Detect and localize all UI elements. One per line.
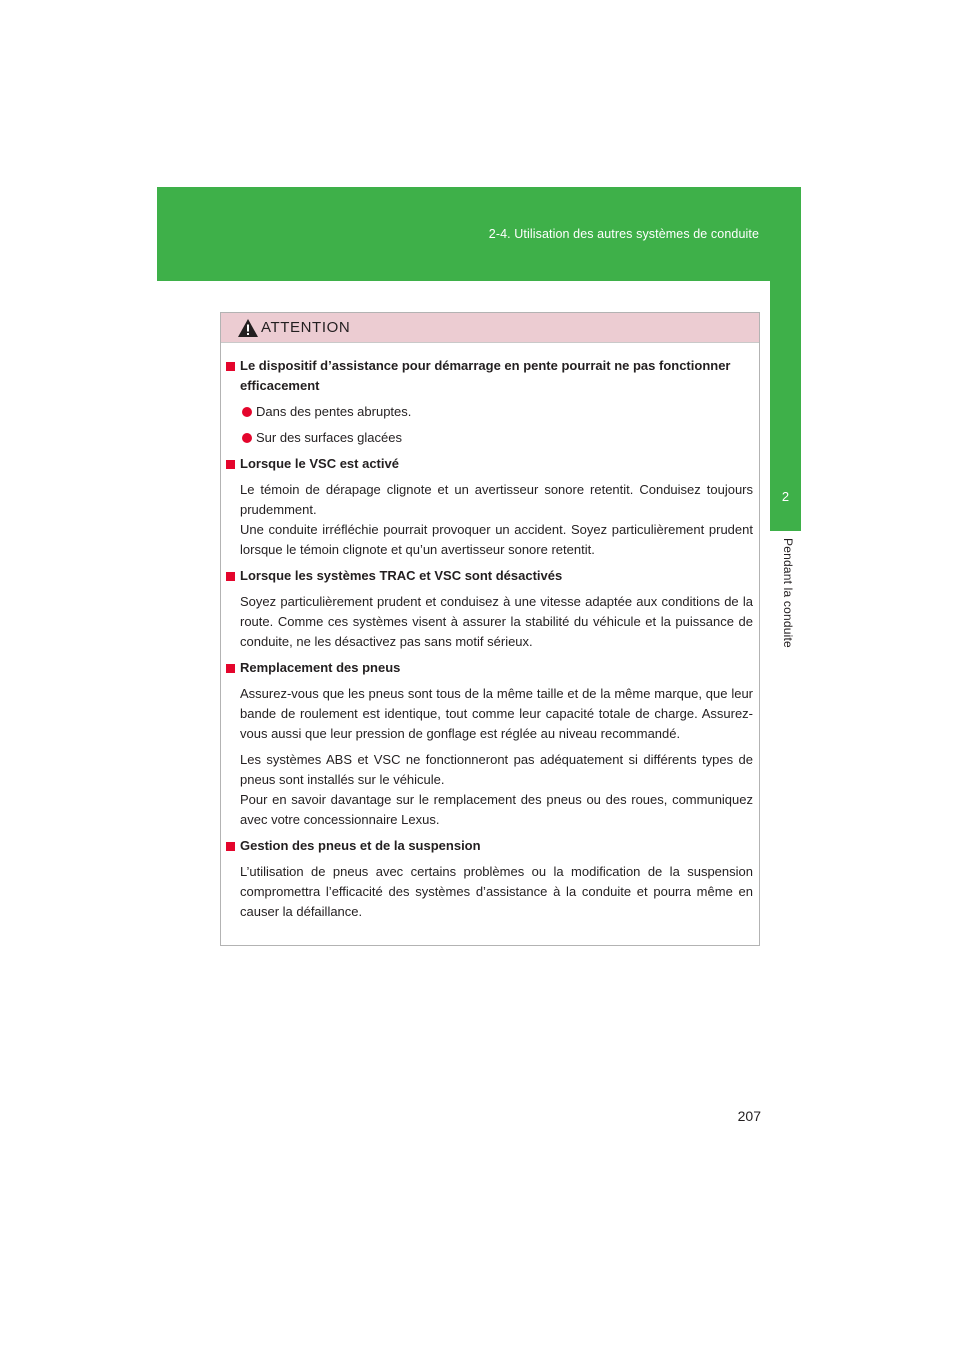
warning-title: ATTENTION [261, 319, 351, 336]
paragraph [225, 750, 753, 830]
warning-box [220, 312, 760, 946]
paragraph-line: Le témoin de dérapage clignote et un avertisseur sonore retentit. Conduisez toujours prudemment. [240, 482, 753, 517]
paragraph [225, 480, 753, 560]
list-item-text: Sur des surfaces glacées [256, 430, 402, 445]
circle-bullet-icon [242, 407, 252, 417]
section-heading [225, 566, 753, 586]
circle-bullet-icon [242, 433, 252, 443]
square-bullet-icon [226, 664, 235, 673]
chapter-label: Pendant la conduite [781, 538, 795, 648]
paragraph: L’utilisation de pneus avec certains problèmes ou la modification de la suspension compromettra l’efficacité des systèmes d’assistance à la conduite et pourra même en causer la défaillance. [240, 864, 753, 919]
paragraph: Assurez-vous que les pneus sont tous de la même taille et de la même marque, que leur bande de roulement est identique, tout comme leur capacité totale de charge. Assurez-vous aussi que leur pression de gonflage est réglée au niveau recommandé. [240, 686, 753, 741]
section-heading [225, 356, 753, 396]
section-heading-text: Lorsque les systèmes TRAC et VSC sont désactivés [240, 568, 563, 583]
paragraph-line: Les systèmes ABS et VSC ne fonctionneront pas adéquatement si différents types de pneus sont installés sur le véhicule. [240, 752, 753, 787]
section-heading-text: Le dispositif d’assistance pour démarrage en pente pourrait ne pas fonctionner efficacement [240, 358, 731, 393]
list-item [225, 428, 753, 448]
chapter-number: 2 [781, 489, 790, 504]
section-heading [225, 836, 753, 856]
header-band [157, 187, 801, 281]
paragraph-line: Pour en savoir davantage sur le remplacement des pneus ou des roues, communiquez avec votre concessionnaire Lexus. [240, 792, 753, 827]
section-heading-text: Remplacement des pneus [240, 660, 401, 675]
chapter-tab [770, 281, 801, 531]
list-item-text: Dans des pentes abruptes. [256, 404, 412, 419]
square-bullet-icon [226, 572, 235, 581]
square-bullet-icon [226, 842, 235, 851]
page-number: 207 [737, 1108, 761, 1124]
section-title: 2-4. Utilisation des autres systèmes de conduite [488, 227, 759, 241]
square-bullet-icon [226, 362, 235, 371]
paragraph: Soyez particulièrement prudent et conduisez à une vitesse adaptée aux conditions de la route. Comme ces systèmes visent à assurer la stabilité du véhicule et la puissance de conduite, ne les désactivez pas sans motif sérieux. [240, 594, 753, 649]
section-heading [225, 658, 753, 678]
section-heading [225, 454, 753, 474]
warning-body [221, 343, 759, 922]
paragraph-line: Une conduite irréfléchie pourrait provoquer un accident. Soyez particulièrement prudent lorsque le témoin clignote et qu’un avertisseur sonore retentit. [240, 522, 753, 557]
warning-header [221, 313, 759, 343]
list-item [225, 402, 753, 422]
warning-triangle-icon [237, 318, 259, 338]
section-heading-text: Gestion des pneus et de la suspension [240, 838, 481, 853]
square-bullet-icon [226, 460, 235, 469]
section-heading-text: Lorsque le VSC est activé [240, 456, 399, 471]
